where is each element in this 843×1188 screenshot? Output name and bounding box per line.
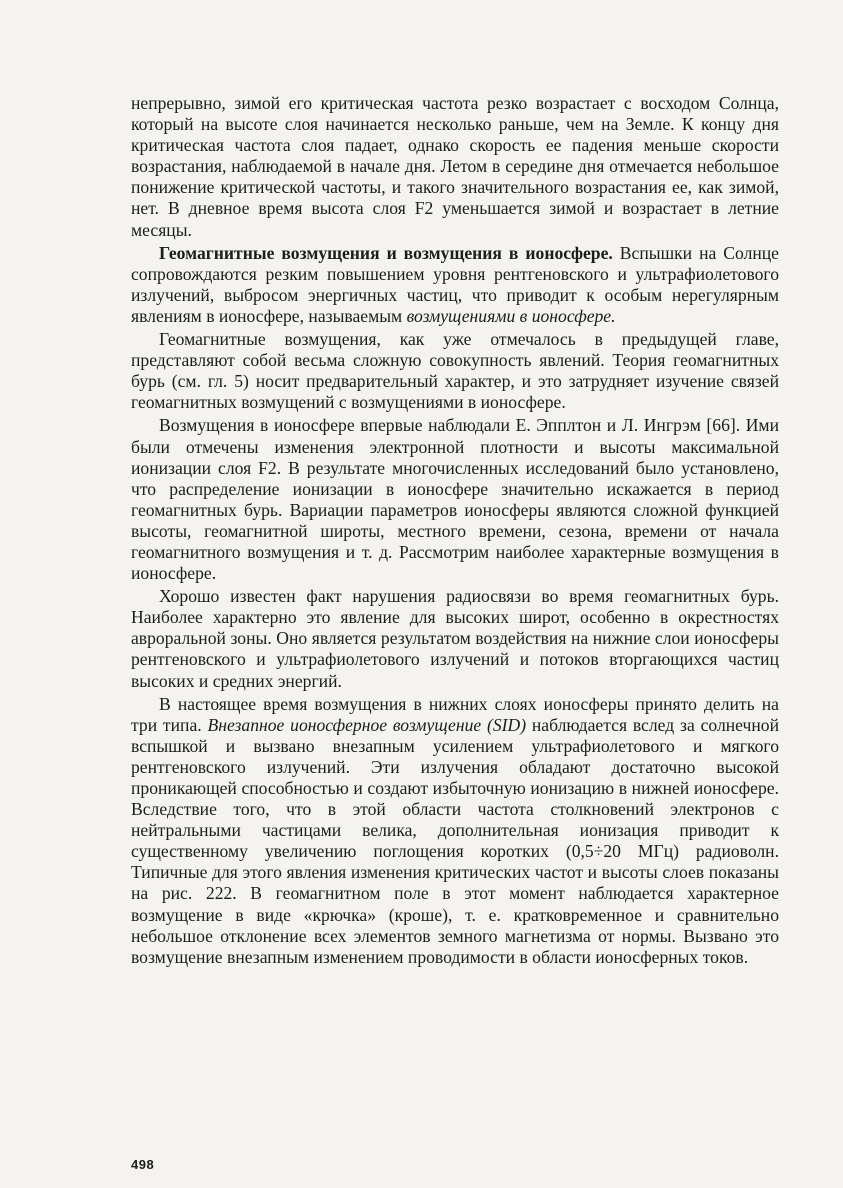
paragraph-2-italic: возмущениями в ионосфере.	[406, 305, 616, 326]
section-heading: Геомагнитные возмущения и возмущения в ионосфере.	[159, 242, 613, 263]
paragraph-3: Геомагнитные возмущения, как уже отмечалось в предыдущей главе, представляют собой весьма сложную совокупность явлений. Теория геомагнитных бурь (см. гл. 5) носит предварительный характер, и это затрудняет изучение связей геомагнитных возмущений с возмущениями в ионосфере.	[131, 329, 779, 413]
paragraph-6-text-start: В настоящее время возмущения в нижних слоях ионосферы принято делить на три типа.	[131, 693, 779, 735]
paragraph-6-italic: Внезапное ионосферное возмущение (SID)	[207, 714, 527, 735]
paragraph-6-text-end: наблюдается вслед за солнечной вспышкой и вызвано внезапным усилением ультрафиолетового и мягкого рентгеновского излучений. Эти излучения обладают достаточно высокой проникающей способностью и создают избыточную ионизацию в нижней ионосфере. Вследствие того, что в этой области частота столкновений электронов с нейтральными частицами велика, дополнительная ионизация приводит к существенному увеличению поглощения коротких (0,5÷20 МГц) радиоволн. Типичные для этого явления изменения критических частот и высоты слоев показаны на рис. 222. В геомагнитном поле в этот момент наблюдается характерное возмущение в виде «крючка» (кроше), т. е. кратковременное и сравнительно небольшое отклонение всех элементов земного магнетизма от нормы. Вызвано это возмущение внезапным изменением проводимости в области ионосферных токов.	[131, 714, 779, 967]
paragraph-4: Возмущения в ионосфере впервые наблюдали Е. Эпплтон и Л. Ингрэм [66]. Ими были отмечены изменения электронной плотности и высоты максимальной ионизации слоя F2. В результате многочисленных исследований было установлено, что распределение ионизации в ионосфере значительно искажается в период геомагнитных бурь. Вариации параметров ионосферы являются сложной функцией высоты, геомагнитной широты, местного времени, сезона, времени от начала геомагнитного возмущения и т. д. Рассмотрим наиболее характерные возмущения в ионосфере.	[131, 415, 779, 584]
paragraph-2-text: Вспышки на Солнце сопровождаются резким повышением уровня рентгеновского и ультрафиолетового излучений, выбросом энергичных частиц, что приводит к особым нерегулярным явлениям в ионосфере, называемым	[131, 242, 779, 326]
paragraph-1: непрерывно, зимой его критическая частота резко возрастает с восходом Солнца, который на высоте слоя начинается несколько раньше, чем на Земле. К концу дня критическая частота слоя падает, однако скорость ее падения меньше скорости возрастания, наблюдаемой в начале дня. Летом в середине дня отмечается небольшое понижение критической частоты, и такого значительного возрастания ее, как зимой, нет. В дневное время высота слоя F2 уменьшается зимой и возрастает в летние месяцы.	[131, 93, 779, 240]
paragraph-5: Хорошо известен факт нарушения радиосвязи во время геомагнитных бурь. Наиболее характерно это явление для высоких широт, особенно в окрестностях авроральной зоны. Оно является результатом воздействия на нижние слои ионосферы рентгеновского и ультрафиолетового излучений и потоков вторгающихся частиц высоких и средних энергий.	[131, 586, 779, 691]
page-number: 498	[131, 1157, 155, 1172]
page-body	[131, 93, 779, 968]
paragraph-2	[131, 243, 779, 327]
paragraph-6	[131, 694, 779, 968]
